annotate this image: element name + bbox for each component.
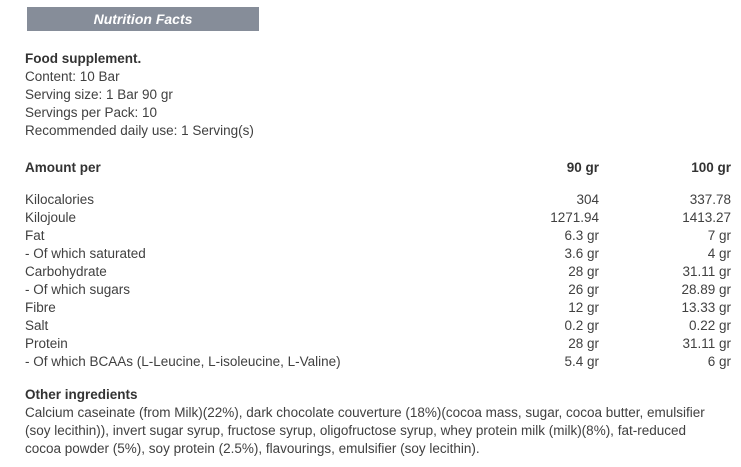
nutrient-label: Kilocalories xyxy=(25,192,95,207)
nutrient-label: Kilojoule xyxy=(25,210,77,225)
nutrient-label: Carbohydrate xyxy=(25,264,107,279)
content-line: Content: 10 Bar xyxy=(25,69,120,84)
value-90gr: 28 gr xyxy=(568,264,599,279)
value-100gr: 28.89 gr xyxy=(681,282,731,297)
value-100gr: 337.78 xyxy=(689,192,731,207)
recommended-use-line: Recommended daily use: 1 Serving(s) xyxy=(25,123,254,138)
other-ingredients-section xyxy=(25,386,725,458)
value-100gr: 13.33 gr xyxy=(681,300,731,315)
nutrient-label: Salt xyxy=(25,318,49,333)
nutrition-facts-banner xyxy=(27,7,259,31)
value-90gr: 5.4 gr xyxy=(564,354,599,369)
other-ingredients-text: Calcium caseinate (from Milk)(22%), dark chocolate couverture (18%)(cocoa mass, sugar, cocoa butter, emulsifier (soy lecithin)), invert sugar syrup, fructose syrup, oligofructose syrup, whey protein milk (milk)(8%), fat-reduced cocoa powder (5%), soy protein (2.5%), flavourings, emulsifier (soy lecithin). xyxy=(25,405,705,456)
table-row xyxy=(25,263,731,281)
value-100gr: 1413.27 xyxy=(682,210,731,225)
nutrient-label: Protein xyxy=(25,336,68,351)
column-header-amount-per: Amount per xyxy=(25,160,101,175)
value-90gr: 6.3 gr xyxy=(564,228,599,243)
value-100gr: 4 gr xyxy=(707,246,731,261)
value-100gr: 31.11 gr xyxy=(682,264,731,279)
value-90gr: 12 gr xyxy=(568,300,599,315)
table-row xyxy=(25,209,731,227)
value-90gr: 304 xyxy=(576,192,599,207)
value-100gr: 31.11 gr xyxy=(682,336,731,351)
value-90gr: 0.2 gr xyxy=(564,318,599,333)
servings-per-pack-line: Servings per Pack: 10 xyxy=(25,105,158,120)
supplement-info xyxy=(25,50,254,140)
nutrient-label: Fat xyxy=(25,228,45,243)
column-header-90gr: 90 gr xyxy=(566,160,599,175)
table-row xyxy=(25,227,731,245)
table-row xyxy=(25,353,731,371)
nutrient-label: - Of which saturated xyxy=(25,246,146,261)
value-100gr: 6 gr xyxy=(707,354,731,369)
other-ingredients-heading: Other ingredients xyxy=(25,387,138,402)
table-row xyxy=(25,191,731,209)
table-row xyxy=(25,281,731,299)
table-row xyxy=(25,299,731,317)
value-100gr: 7 gr xyxy=(707,228,731,243)
table-row xyxy=(25,245,731,263)
nutrient-label: Fibre xyxy=(25,300,56,315)
column-header-100gr: 100 gr xyxy=(691,160,731,175)
nutrient-label: - Of which BCAAs (L-Leucine, L-isoleucine, L-Valine) xyxy=(25,354,341,369)
value-100gr: 0.22 gr xyxy=(688,318,731,333)
nutrition-table xyxy=(25,159,731,371)
value-90gr: 1271.94 xyxy=(550,210,599,225)
serving-size-line: Serving size: 1 Bar 90 gr xyxy=(25,87,173,102)
nutrition-facts-title: Nutrition Facts xyxy=(93,11,193,27)
supplement-heading: Food supplement. xyxy=(25,51,142,66)
value-90gr: 26 gr xyxy=(568,282,599,297)
value-90gr: 3.6 gr xyxy=(564,246,599,261)
value-90gr: 28 gr xyxy=(568,336,599,351)
table-row xyxy=(25,335,731,353)
table-header-row xyxy=(25,159,731,177)
table-row xyxy=(25,317,731,335)
nutrient-label: - Of which sugars xyxy=(25,282,131,297)
